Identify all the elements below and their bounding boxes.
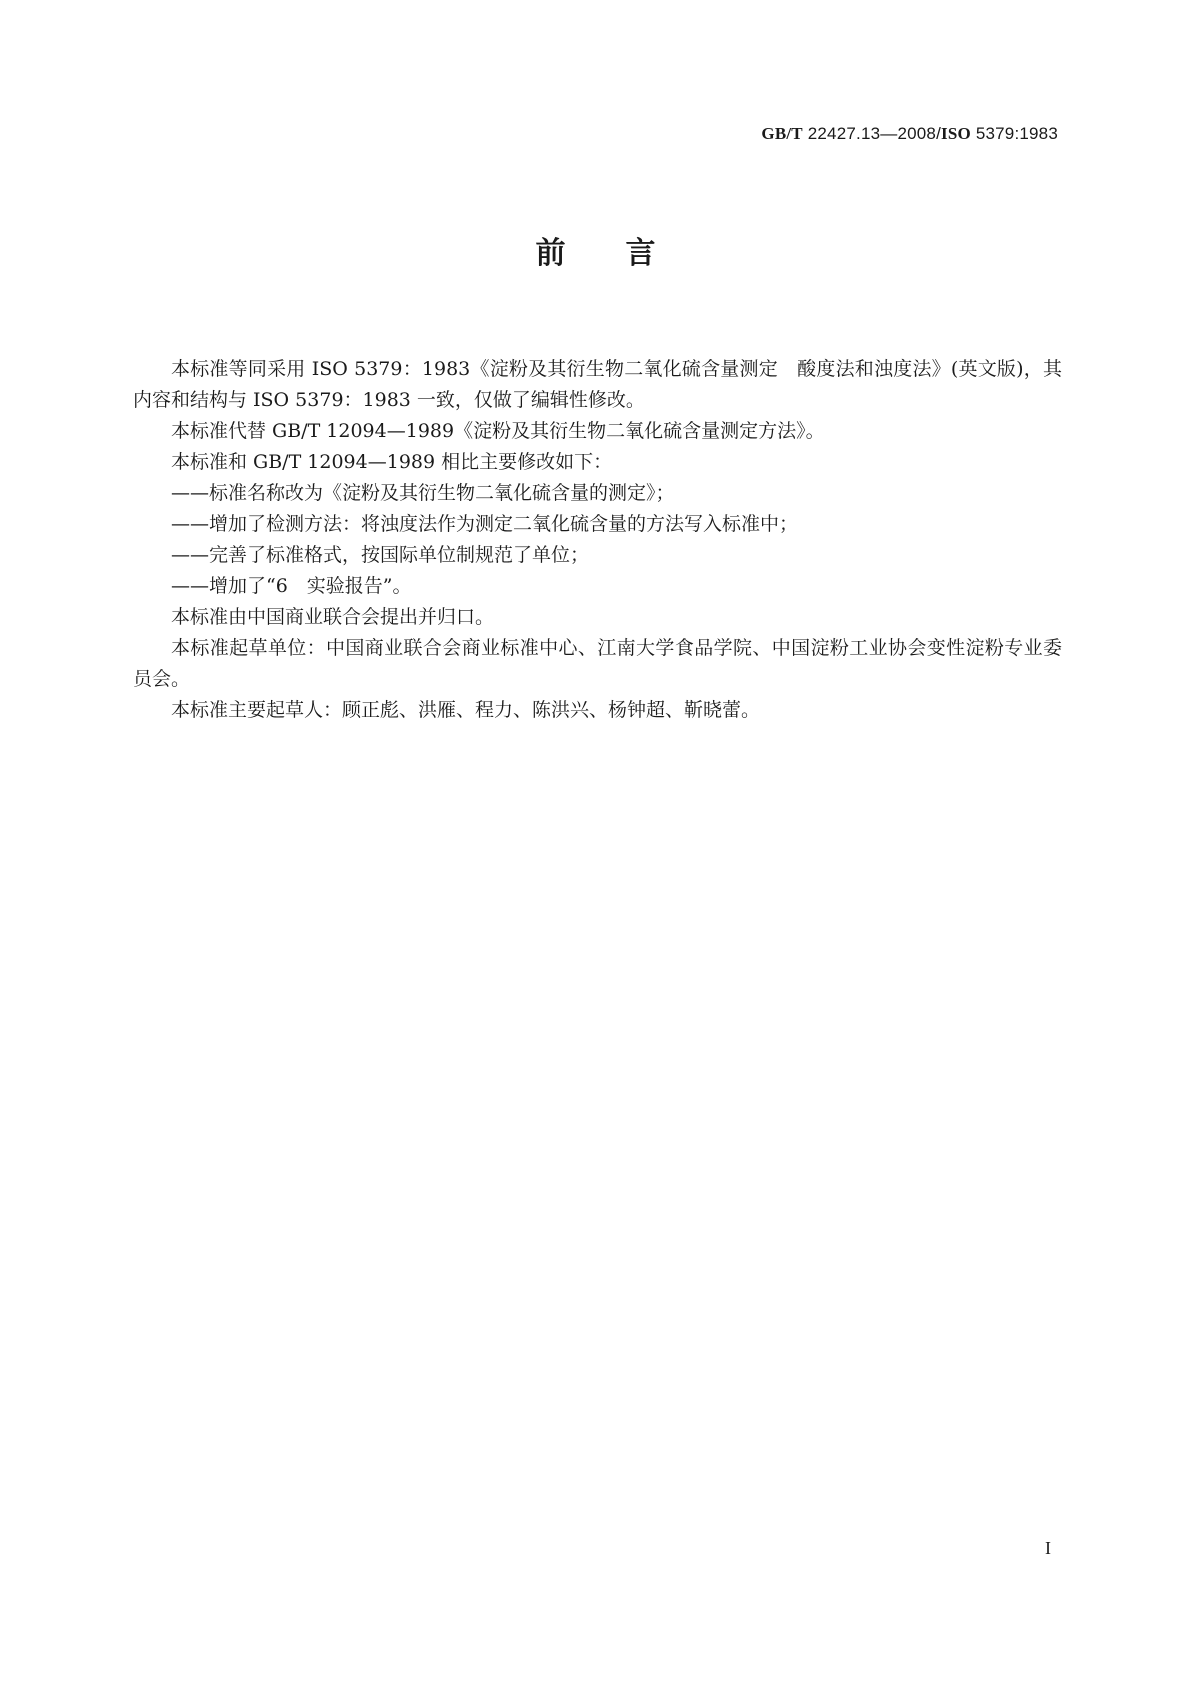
foreword-body [133, 354, 1062, 726]
list-item-change-method: ——增加了检测方法：将浊度法作为测定二氧化硫含量的方法写入标准中； [171, 513, 799, 535]
paragraph-changes-intro: 本标准和 GB/T 12094—1989 相比主要修改如下： [171, 451, 613, 473]
page-number: I [1045, 1538, 1051, 1558]
list-item-change-report: ——增加了“6 实验报告”。 [171, 575, 412, 597]
page-title: 前言 [535, 236, 716, 271]
paragraph-replaces: 本标准代替 GB/T 12094—1989《淀粉及其衍生物二氧化硫含量测定方法》。 [171, 420, 825, 442]
paragraph-adoption: 本标准等同采用 ISO 5379：1983《淀粉及其衍生物二氧化硫含量测定 酸度法和浊度法》(英文版)，其内容和结构与 ISO 5379：1983 一致，仅做了编辑性修改。 [133, 358, 1062, 411]
list-item-change-format: ——完善了标准格式，按国际单位制规范了单位； [171, 544, 590, 566]
paragraph-proposed-by: 本标准由中国商业联合会提出并归口。 [171, 606, 495, 628]
paragraph-drafting-units: 本标准起草单位：中国商业联合会商业标准中心、江南大学食品学院、中国淀粉工业协会变性淀粉专业委员会。 [133, 637, 1062, 690]
list-item-change-name: ——标准名称改为《淀粉及其衍生物二氧化硫含量的测定》； [171, 482, 675, 504]
standard-code-iso-number: 5379:1983 [970, 124, 1058, 143]
standard-code-gbt: GB/T [761, 124, 803, 143]
standard-code-number: 22427.13—2008/ [802, 124, 941, 143]
standard-code-header [761, 124, 1058, 144]
paragraph-drafters: 本标准主要起草人：顾正彪、洪雁、程力、陈洪兴、杨钟超、靳晓蕾。 [171, 699, 761, 721]
standard-code-iso: ISO [941, 124, 971, 143]
